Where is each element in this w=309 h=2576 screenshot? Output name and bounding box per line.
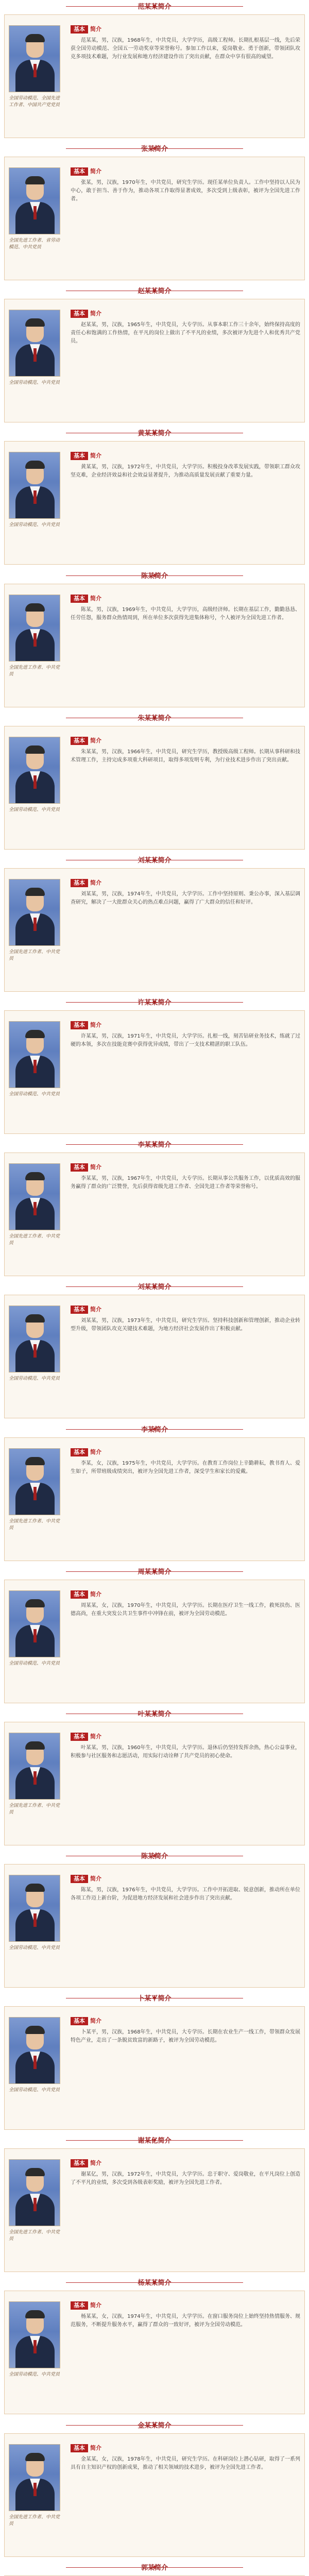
photo-column [9,2017,65,2094]
portrait-tie-shape [33,1202,37,1215]
profile-header [0,1707,309,1720]
photo-column [9,2159,65,2243]
portrait-photo [9,1163,60,1230]
basic-info-badge: 基本 [71,737,88,745]
photo-column [9,2444,65,2528]
portrait-hair-shape [25,1599,45,1607]
profile-title: 黄某某简介 [138,430,171,437]
photo-column [9,1448,65,1532]
portrait-photo [9,310,60,377]
portrait-hair-shape [25,888,45,896]
profile-details [71,2299,300,2329]
profile-details [71,23,300,61]
profile-block [0,427,309,569]
profile-block [0,2419,309,2561]
profile-header [0,284,309,297]
photo-caption: 全国劳动模范、全国先进工作者、中国共产党党员 [9,96,60,108]
profile-title: 朱某某简介 [138,715,171,722]
profile-block [0,0,309,142]
profile-card [4,868,305,992]
basic-info-label: 简介 [90,1022,101,1028]
portrait-tie-shape [33,490,37,504]
photo-column [9,25,65,109]
profile-details [71,1303,300,1333]
basic-info-label: 简介 [90,595,101,602]
photo-column [9,595,65,678]
profile-details [71,308,300,346]
photo-caption: 全国先进工作者、中共党员 [9,2230,60,2242]
photo-column [9,2301,65,2378]
photo-column [9,452,65,529]
portrait-photo [9,2159,60,2226]
photo-column [9,737,65,814]
profile-title: 卜某平简介 [138,1995,171,2003]
basic-info-label: 简介 [90,452,101,459]
portrait-hair-shape [25,176,45,184]
basic-info-label: 简介 [90,168,101,175]
profile-header [0,569,309,582]
profile-title: 金某某简介 [138,2422,171,2430]
profile-header [0,1423,309,1435]
portrait-tie-shape [33,2198,37,2211]
portrait-tie-shape [33,1487,37,1500]
profile-header [0,427,309,439]
photo-caption: 全国先进工作者、中共党员 [9,1519,60,1531]
basic-info-badge: 基本 [71,879,88,887]
profile-title: 叶某某简介 [138,1710,171,1718]
basic-info-badge: 基本 [71,1306,88,1314]
portrait-photo [9,2444,60,2511]
profile-header [0,1850,309,1862]
profile-block [0,1992,309,2134]
profile-bio: 陈某，男，汉族，1976年生，中共党员，大学学历。工作中开拓进取、锐意创新，推动所在单位各项工作迈上新台阶，为促进地方经济发展和社会进步作出了突出贡献。 [71,1887,300,1901]
basic-info-badge: 基本 [71,167,88,176]
profile-block [0,1138,309,1280]
basic-info-badge: 基本 [71,2159,88,2167]
profile-bio: 朱某某，男，汉族，1966年生，中共党员，研究生学历，教授级高级工程师。长期从事科研和技术管理工作，主持完成多项重大科研项目，取得多项发明专利，为行业技术进步作出了突出贡献。 [71,749,300,763]
portrait-hair-shape [25,318,45,327]
profile-bio: 谢某亿，男，汉族，1972年生，中共党员，大学学历。忠于职守、爱岗敬业，在平凡岗位上创造了不平凡的业绩，多次受到各级表彰奖励，被评为全国先进工作者。 [71,2172,300,2185]
profile-title: 杨某某简介 [138,2279,171,2287]
basic-info-label: 简介 [90,2160,101,2166]
profile-details [71,1446,300,1476]
profile-bio: 范某某，男，汉族，1968年生，中共党员，大学学历，高级工程师。长期扎根基层一线，先后荣获全国劳动模范、全国五一劳动奖章等荣誉称号。参加工作以来，爱岗敬业、勇于创新，带领团队攻克多项技术难题，为行业发展和地方经济建设作出了突出贡献，在群众中享有很高的威望。 [71,38,300,60]
profile-card [4,1580,305,1703]
profile-block [0,2561,309,2576]
portrait-hair-shape [25,1030,45,1038]
portrait-tie-shape [33,1913,37,1927]
photo-caption: 全国劳动模范、中共党员 [9,522,60,528]
portrait-hair-shape [25,1884,45,1892]
profile-title: 李某某简介 [138,1141,171,1149]
photo-caption: 全国先进工作者、中共党员 [9,1803,60,1815]
profile-details [71,2442,300,2472]
profile-header [0,1138,309,1150]
portrait-hair-shape [25,1741,45,1750]
profile-bio: 刘某某，男，汉族，1974年生，中共党员，大学学历。工作中坚持原则、秉公办事，深入基层调查研究，解决了一大批群众关心的热点难点问题，赢得了广大群众的信任和好评。 [71,891,300,905]
profile-block [0,2276,309,2418]
portrait-photo [9,1448,60,1515]
profile-details [71,1873,300,1903]
profile-header [0,2134,309,2146]
basic-info-label: 简介 [90,2018,101,2024]
portrait-photo [9,1021,60,1088]
profile-card [4,1153,305,1276]
profile-header [0,142,309,155]
profile-block [0,1850,309,1992]
portrait-hair-shape [25,1457,45,1465]
profile-bio: 卜某平，男，汉族，1968年生，中共党员，大专学历。长期在农业生产一线工作，带领群众发展特色产业，走出了一条脱贫致富的新路子，被评为全国劳动模范。 [71,2029,300,2043]
photo-column [9,167,65,251]
basic-info-badge: 基本 [71,1021,88,1029]
profile-details [71,1588,300,1618]
profile-details [71,2015,300,2045]
profile-header [0,996,309,1008]
profile-block [0,1565,309,1707]
profile-block [0,854,309,996]
portrait-hair-shape [25,2453,45,2461]
profile-details [71,592,300,622]
photo-column [9,879,65,962]
basic-info-badge: 基本 [71,1733,88,1741]
portrait-photo [9,737,60,804]
profile-card [4,2433,305,2557]
basic-info-label: 简介 [90,26,101,32]
profile-header [0,1992,309,2004]
photo-caption: 全国劳动模范、中共党员 [9,2088,60,2093]
profile-title: 周某某简介 [138,1568,171,1576]
profile-details [71,2157,300,2187]
portrait-tie-shape [33,1771,37,1785]
photo-caption: 全国劳动模范、中共党员 [9,2372,60,2377]
profile-card [4,1864,305,1988]
photo-caption: 全国先进工作者、中共党员 [9,950,60,961]
profile-title: 张某简介 [141,145,168,153]
profile-title: 刘某某简介 [138,1283,171,1291]
basic-info-label: 简介 [90,310,101,317]
portrait-tie-shape [33,206,37,219]
profile-card [4,1437,305,1561]
profile-header [0,1280,309,1293]
photo-caption: 全国先进工作者、省劳动模范、中共党员 [9,238,60,250]
photo-caption: 全国劳动模范、中共党员 [9,807,60,812]
profile-card [4,584,305,707]
profile-title: 郭某简介 [141,2564,168,2572]
profile-title: 刘某某简介 [138,857,171,865]
profile-bio: 赵某某，男，汉族，1965年生，中共党员，大专学历。从事本职工作三十余年，始终保持高度的责任心和饱满的工作热情，在平凡的岗位上做出了不平凡的业绩，多次被评为先进个人和优秀共产党员。 [71,322,300,344]
portrait-photo [9,879,60,946]
photo-column [9,1875,65,1952]
basic-info-label: 简介 [90,737,101,744]
profile-details [71,165,300,204]
photo-caption: 全国劳动模范、中共党员 [9,1945,60,1951]
basic-info-label: 简介 [90,1875,101,1882]
basic-info-badge: 基本 [71,595,88,603]
photo-caption: 全国先进工作者、中共党员 [9,665,60,677]
profile-bio: 许某某，男，汉族，1971年生，中共党员，大学学历。扎根一线，刻苦钻研业务技术，练就了过硬的本领，多次在技能竞赛中获得优异成绩，带出了一支技术精湛的职工队伍。 [71,1033,300,1047]
basic-info-badge: 基本 [71,1590,88,1599]
profile-header [0,711,309,724]
profile-header [0,2561,309,2573]
profile-bio: 周某某，女，汉族，1970年生，中共党员，大学学历。长期在医疗卫生一线工作，救死扶伤、医德高尚，在重大突发公共卫生事件中冲锋在前，被评为全国劳动模范。 [71,1603,300,1617]
profile-block [0,996,309,1138]
portrait-tie-shape [33,1344,37,1358]
portrait-photo [9,595,60,662]
photo-column [9,1733,65,1816]
profile-header [0,2419,309,2431]
basic-info-label: 简介 [90,2302,101,2309]
portrait-hair-shape [25,1172,45,1180]
profile-bio: 张某，男，汉族，1970年生，中共党员，研究生学历。现任某单位负责人。工作中坚持以人民为中心，敢于担当、善于作为，推动各项工作取得显著成效，多次受到上级表彰，被评为全国先进工作者。 [71,180,300,202]
profile-card [4,2006,305,2130]
portrait-photo [9,1590,60,1657]
profile-block [0,142,309,284]
profile-header [0,0,309,12]
basic-info-badge: 基本 [71,1448,88,1456]
profile-card [4,1295,305,1418]
basic-info-badge: 基本 [71,2017,88,2025]
profile-bio: 刘某某，男，汉族，1973年生，中共党员，研究生学历。坚持科技创新和管理创新，推动企业转型升级，带领团队攻克关键技术难题，为地方经济社会发展作出了积极贡献。 [71,1318,300,1332]
portrait-photo [9,452,60,519]
profile-details [71,1161,300,1191]
profile-title: 赵某某简介 [138,287,171,295]
portrait-tie-shape [33,1629,37,1642]
photo-caption: 全国先进工作者、中共党员 [9,1234,60,1246]
basic-info-badge: 基本 [71,2444,88,2452]
portrait-tie-shape [33,2340,37,2353]
profile-bio: 陈某，男，汉族，1969年生，中共党员，大学学历，高级经济师。长期在基层工作，勤勤恳恳、任劳任怨，服务群众热情周到，所在单位多次获得先进集体称号，个人被评为全国先进工作者。 [71,607,300,621]
portrait-tie-shape [33,2056,37,2069]
basic-info-label: 简介 [90,1306,101,1313]
profile-header [0,1565,309,1578]
portrait-tie-shape [33,918,37,931]
photo-column [9,1163,65,1247]
photo-caption: 全国先进工作者、中共党员 [9,2515,60,2527]
basic-info-label: 简介 [90,2445,101,2451]
portrait-hair-shape [25,2168,45,2176]
portrait-photo [9,1875,60,1942]
portrait-photo [9,167,60,234]
photo-column [9,1306,65,1382]
photo-caption: 全国劳动模范、中共党员 [9,380,60,385]
portrait-hair-shape [25,34,45,42]
profile-bio: 李某某，男，汉族，1967年生，中共党员，大专学历。长期从事公共服务工作，以优质高效的服务赢得了群众的广泛赞誉，先后获得省级先进工作者、全国先进工作者等荣誉称号。 [71,1176,300,1190]
portrait-tie-shape [33,1060,37,1073]
profile-card [4,1722,305,1845]
profile-bio: 金某某，女，汉族，1978年生，中共党员，研究生学历。在科研岗位上潜心钻研，取得了一系列具有自主知识产权的创新成果，推动了相关领域的技术进步，被评为全国先进工作者。 [71,2456,300,2470]
profile-card [4,157,305,280]
profile-title: 谢某亿简介 [138,2137,171,2145]
portrait-tie-shape [33,633,37,647]
profile-card [4,2148,305,2272]
profile-details [71,877,300,907]
portrait-photo [9,1733,60,1800]
profile-details [71,450,300,480]
basic-info-badge: 基本 [71,310,88,318]
basic-info-badge: 基本 [71,1875,88,1883]
profile-title: 范某某简介 [138,3,171,11]
profile-bio: 叶某某，男，汉族，1960年生，中共党员，大学学历。退休后仍坚持发挥余热，热心公益事业，积极参与社区服务和志愿活动，用实际行动诠释了共产党员的初心使命。 [71,1745,300,1759]
portrait-hair-shape [25,461,45,469]
portrait-tie-shape [33,775,37,789]
photo-caption: 全国劳动模范、中共党员 [9,1661,60,1666]
profile-title: 陈某简介 [141,572,168,580]
profile-card [4,441,305,565]
profile-block [0,1423,309,1565]
profile-title: 李某简介 [141,1426,168,1434]
profile-block [0,2134,309,2276]
profile-title: 陈某简介 [141,1853,168,1860]
basic-info-label: 简介 [90,1591,101,1598]
profile-header [0,2276,309,2289]
profile-card [4,2291,305,2414]
basic-info-label: 简介 [90,1733,101,1740]
profile-title: 许某某简介 [138,999,171,1007]
profile-details [71,1019,300,1049]
photo-column [9,310,65,386]
portrait-tie-shape [33,64,37,77]
profile-bio: 杨某某，女，汉族，1974年生，中共党员，大学学历。在窗口服务岗位上始终坚持热情服务、规范服务，不断提升服务水平，赢得了群众的一致好评，被评为全国劳动模范。 [71,2314,300,2328]
basic-info-label: 简介 [90,1449,101,1455]
portrait-tie-shape [33,348,37,362]
profile-header [0,854,309,866]
portrait-photo [9,2017,60,2084]
photo-caption: 全国劳动模范、中共党员 [9,1376,60,1381]
profile-details [71,1731,300,1760]
profile-block [0,284,309,427]
portrait-hair-shape [25,603,45,612]
photo-column [9,1590,65,1667]
portrait-hair-shape [25,2310,45,2318]
portrait-hair-shape [25,1314,45,1323]
profile-card [4,14,305,138]
profile-card [4,1010,305,1134]
portrait-hair-shape [25,2026,45,2034]
profile-card [4,726,305,850]
portrait-hair-shape [25,745,45,754]
portrait-tie-shape [33,2483,37,2496]
photo-column [9,1021,65,1098]
profile-block [0,569,309,711]
photo-caption: 全国劳动模范、中共党员 [9,1092,60,1097]
profile-card [4,299,305,422]
profile-block [0,1707,309,1850]
portrait-photo [9,2301,60,2368]
portrait-photo [9,25,60,92]
basic-info-badge: 基本 [71,25,88,33]
basic-info-badge: 基本 [71,1163,88,1172]
basic-info-label: 简介 [90,1164,101,1171]
basic-info-label: 简介 [90,879,101,886]
profile-details [71,735,300,765]
basic-info-badge: 基本 [71,452,88,460]
portrait-photo [9,1306,60,1372]
basic-info-badge: 基本 [71,2301,88,2310]
profile-bio: 李某，女，汉族，1975年生，中共党员，大学学历。在教育工作岗位上辛勤耕耘，教书育人、爱生如子，所带班级成绩突出，被评为全国先进工作者，深受学生和家长的爱戴。 [71,1461,300,1475]
profile-bio: 黄某某，男，汉族，1972年生，中共党员，大学学历。积极投身改革发展实践，带领职工群众攻坚克难，企业经济效益和社会效益显著提升，为推动高质量发展贡献了重要力量。 [71,464,300,478]
profile-block [0,711,309,854]
profile-block [0,1280,309,1422]
